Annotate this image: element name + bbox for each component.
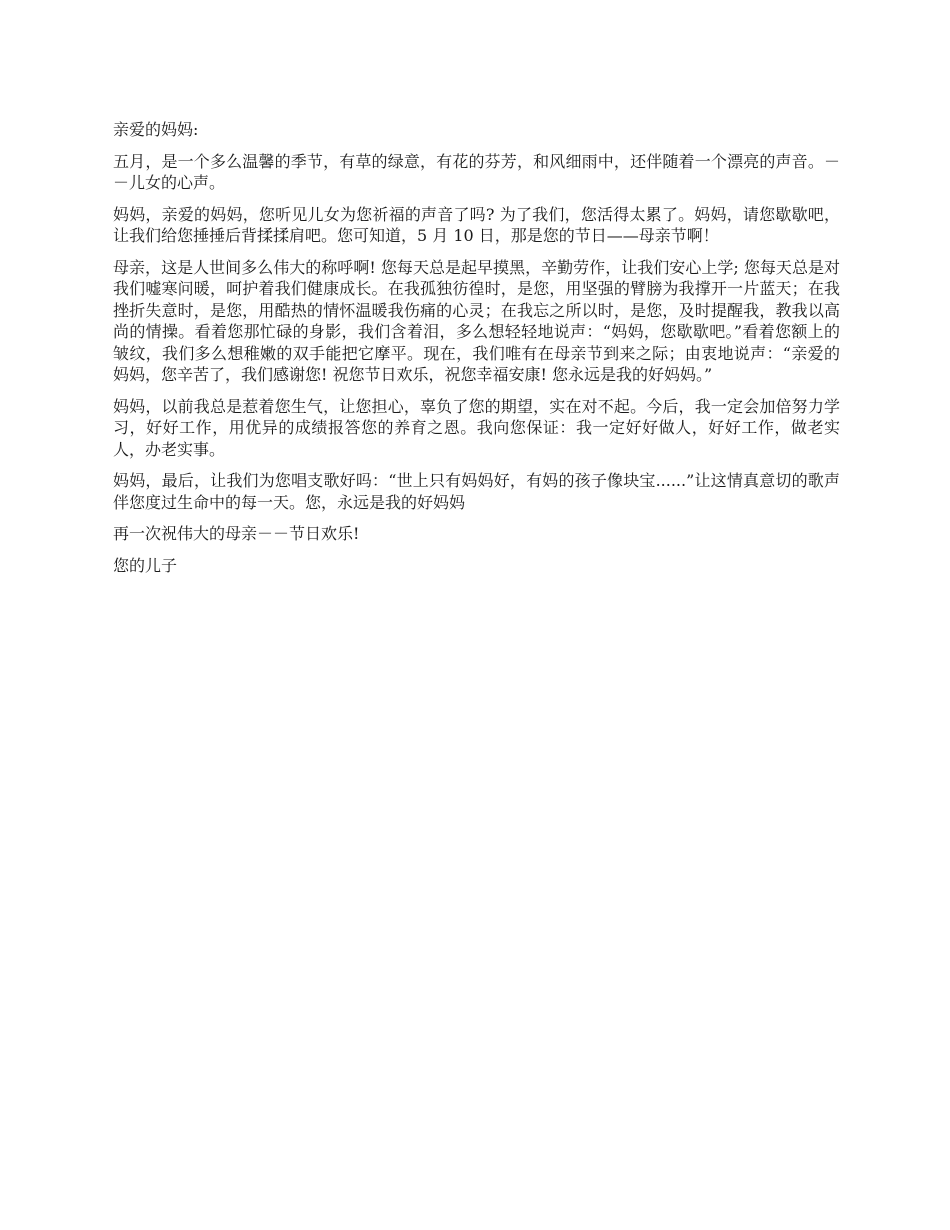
signature: 您的儿子 <box>113 555 178 575</box>
salutation: 亲爱的妈妈: <box>113 120 199 139</box>
paragraph: 妈妈，最后，让我们为您唱支歌好吗：“世上只有妈妈好，有妈的孩子像块宝......”让这情真意切的歌声伴您度过生命中的每一天。您，永远是我的好妈妈 <box>113 471 840 512</box>
paragraph: 妈妈，以前我总是惹着您生气，让您担心，辜负了您的期望，实在对不起。今后，我一定会加倍努力学习，好好工作，用优异的成绩报答您的养育之恩。我向您保证：我一定好好做人，好好工作，做老实人，办老实事。 <box>113 396 840 459</box>
closing-line: 再一次祝伟大的母亲－－节日欢乐! <box>113 524 360 543</box>
paragraph: 妈妈，亲爱的妈妈，您听见儿女为您祈福的声音了吗? 为了我们，您活得太累了。妈妈，请您歇歇吧，让我们给您捶捶后背揉揉肩吧。您可知道，5 月 10 日，那是您的节日——母亲节啊！ <box>113 204 840 245</box>
letter-document <box>113 119 840 586</box>
paragraph: 母亲，这是人世间多么伟大的称呼啊! 您每天总是起早摸黑，辛勤劳作，让我们安心上学; 您每天总是对我们嘘寒问暖，呵护着我们健康成长。在我孤独彷徨时，是您，用坚强的臂膀为我撑开一片蓝天；在我挫折失意时，是您，用酷热的情怀温暖我伤痛的心灵；在我忘之所以时，是您，及时提醒我，教我以高尚的情操。看着您那忙碌的身影，我们含着泪，多么想轻轻地说声：“妈妈，您歇歇吧。”看着您额上的皱纹，我们多么想稚嫩的双手能把它摩平。现在，我们唯有在母亲节到来之际；由衷地说声：“亲爱的妈妈，您辛苦了，我们感谢您! 祝您节日欢乐，祝您幸福安康! 您永远是我的好妈妈。” <box>113 257 840 384</box>
paragraph: 五月，是一个多么温馨的季节，有草的绿意，有花的芬芳，和风细雨中，还伴随着一个漂亮的声音。－－儿女的心声。 <box>113 151 840 192</box>
